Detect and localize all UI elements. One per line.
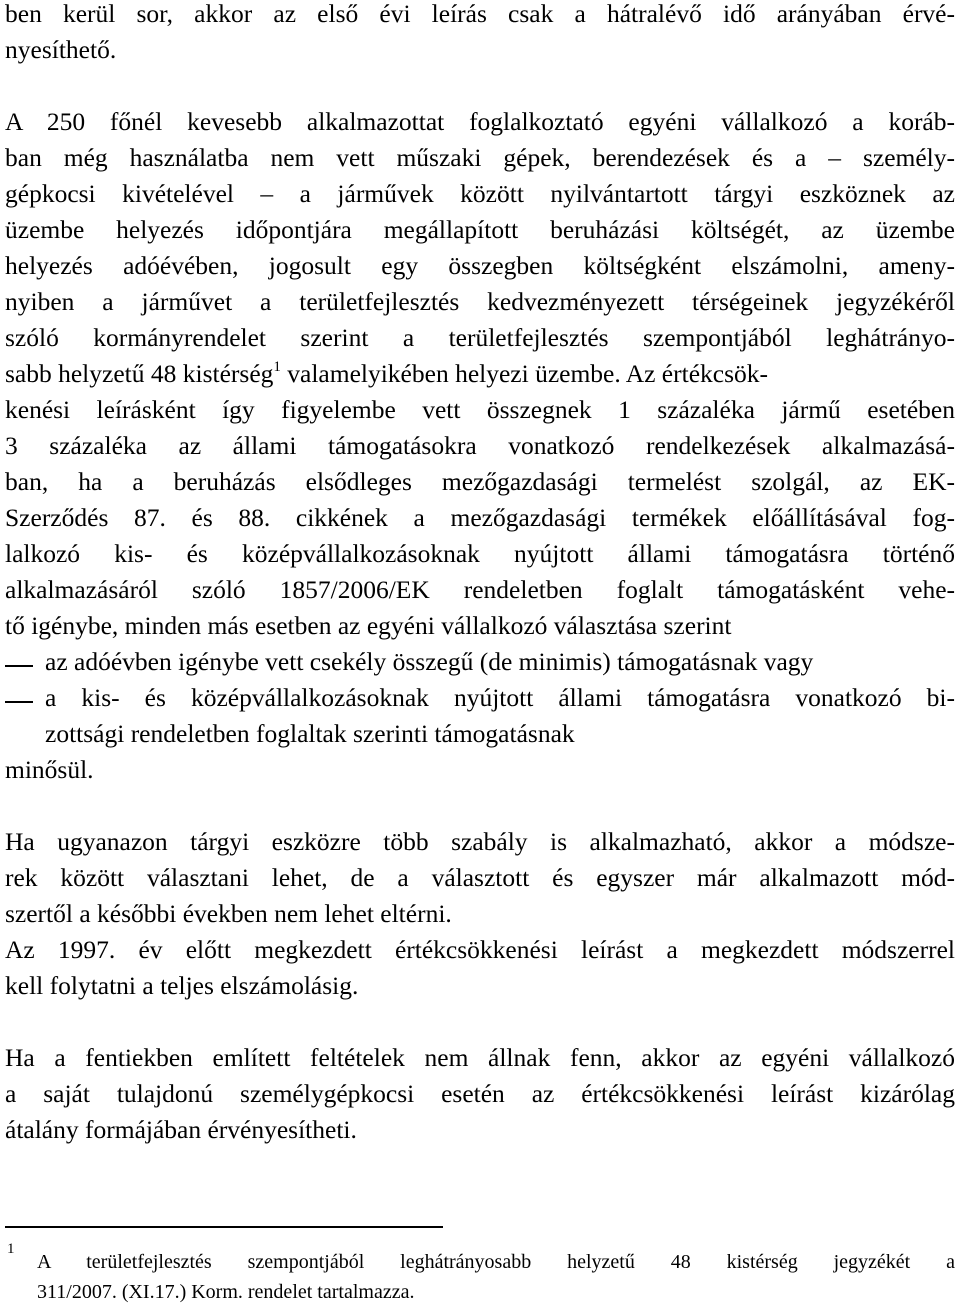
text-line: 3 százaléka az állami támogatásokra vonatkozó rendelkezések alkalmazásá-: [5, 431, 955, 460]
text-line: Ha ugyanazon tárgyi eszközre több szabály is alkalmazható, akkor a módsze-: [5, 827, 955, 856]
text-segment: sabb helyzetű 48 kistérség: [5, 359, 274, 388]
footnote-mark: 1: [7, 1241, 15, 1257]
text-line: gépkocsi kivételével – a járművek között nyilvántartott tárgyi eszköznek az: [5, 179, 955, 208]
text-line: tő igénybe, minden más esetben az egyéni vállalkozó választása szerint: [5, 611, 732, 640]
text-line: ban, ha a beruházás elsődleges mezőgazdasági termelést szolgál, az EK-: [5, 467, 955, 496]
text-line: Szerződés 87. és 88. cikkének a mezőgazdasági termékek előállításával fog-: [5, 503, 955, 532]
list-item: az adóévben igénybe vett csekély összegű (de minimis) támogatásnak vagy: [45, 647, 814, 676]
text-line: alkalmazásáról szóló 1857/2006/EK rendeletben foglalt támogatásként vehe-: [5, 575, 955, 604]
text-line: kell folytatni a teljes elszámolásig.: [5, 971, 359, 1000]
text-line: szóló kormányrendelet szerint a területfejlesztés szempontjából leghátrányo-: [5, 323, 955, 352]
text-line: helyezés adóévében, jogosult egy összegben költségként elszámolni, ameny-: [5, 251, 955, 280]
text-line: ban még használatba nem vett műszaki gépek, berendezések és a – személy-: [5, 143, 955, 172]
text-line: Az 1997. év előtt megkezdett értékcsökkenési leírást a megkezdett módszerrel: [5, 935, 955, 964]
text-line: átalány formájában érvényesítheti.: [5, 1115, 357, 1144]
footnote-text: 311/2007. (XI.17.) Korm. rendelet tartalmazza.: [37, 1281, 415, 1303]
footnote-text: A területfejlesztés szempontjából leghátrányosabb helyzetű 48 kistérség jegyzékét a: [37, 1251, 955, 1273]
text-line: kenési leírásként így figyelembe vett összegnek 1 százaléka jármű esetében: [5, 395, 955, 424]
text-line: [5, 356, 955, 392]
text-line: Ha a fentiekben említett feltételek nem állnak fenn, akkor az egyéni vállalkozó: [5, 1043, 955, 1072]
list-dash-icon: [5, 701, 33, 703]
text-line: nyesíthető.: [5, 35, 117, 64]
list-dash-icon: [5, 665, 33, 667]
text-line: minősül.: [5, 755, 94, 784]
text-segment: valamelyikében helyezi üzembe. Az értékcsök-: [287, 359, 769, 388]
text-line: üzembe helyezés időpontjára megállapított beruházási költségét, az üzembe: [5, 215, 955, 244]
text-line: A 250 főnél kevesebb alkalmazottat foglalkoztató egyéni vállalkozó a koráb-: [5, 107, 955, 136]
text-line: lalkozó kis- és középvállalkozásoknak nyújtott állami támogatásra történő: [5, 539, 955, 568]
text-line: rek között választani lehet, de a választott és egyszer már alkalmazott mód-: [5, 863, 955, 892]
text-line: a saját tulajdonú személygépkocsi esetén az értékcsökkenési leírást kizárólag: [5, 1079, 955, 1108]
text-line: nyiben a járművet a területfejlesztés kedvezményezett térségeinek jegyzékéről: [5, 287, 955, 316]
list-item: zottsági rendeletben foglaltak szerinti támogatásnak: [45, 719, 575, 748]
text-line: ben kerül sor, akkor az első évi leírás csak a hátralévő idő arányában érvé-: [5, 0, 955, 28]
text-line: szertől a későbbi években nem lehet eltérni.: [5, 899, 452, 928]
footnote-separator: [5, 1226, 443, 1228]
list-item: a kis- és középvállalkozásoknak nyújtott állami támogatásra vonatkozó bi-: [45, 683, 955, 712]
footnote-reference[interactable]: 1: [273, 358, 281, 375]
